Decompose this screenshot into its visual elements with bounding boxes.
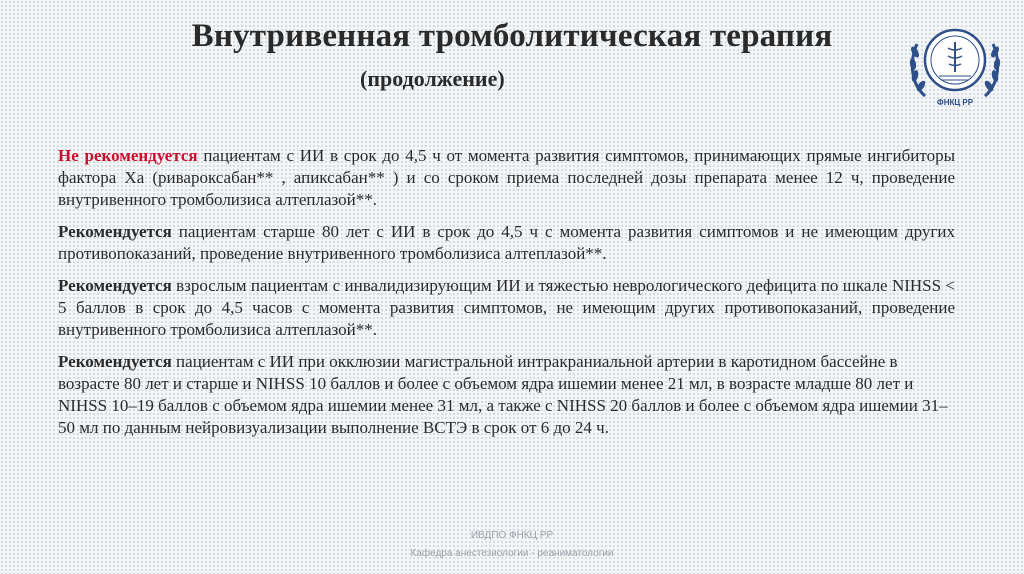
slide-subtitle: (продолжение) — [360, 66, 505, 91]
lead-recommended: Рекомендуется — [58, 276, 172, 295]
lead-recommended: Рекомендуется — [58, 352, 172, 371]
slide-title: Внутривенная тромболитическая терапия — [191, 18, 833, 54]
paragraph-text: пациентам старше 80 лет с ИИ в срок до 4,5 ч с момента развития симптомов и не имеющим других противопоказаний, проведение внутривенного тромболизиса алтеплазой**. — [58, 222, 955, 263]
lead-not-recommended: Не рекомендуется — [58, 146, 198, 165]
paragraph-text: взрослым пациентам с инвалидизирующим ИИ и тяжестью неврологического дефицита по шкале NIHSS < 5 баллов в срок до 4,5 часов с момента развития симптомов, не имеющим других противопоказаний, проведение внутривенного тромболизиса алтеплазой**. — [58, 276, 955, 339]
emblem-label: ФНКЦ РР — [936, 98, 974, 107]
paragraph-not-recommended — [58, 145, 955, 211]
lead-recommended: Рекомендуется — [58, 222, 172, 241]
paragraph-recommended-elderly — [58, 221, 955, 265]
footer-department: Кафедра анестезиологии - реаниматологии — [410, 548, 614, 559]
footer-institution: ИВДПО ФНКЦ РР — [470, 530, 554, 541]
fnkc-emblem-icon — [903, 22, 1007, 108]
paragraph-recommended-nihss — [58, 275, 955, 341]
paragraph-recommended-occlusion — [58, 351, 955, 439]
content-body — [58, 145, 955, 449]
paragraph-text: пациентам с ИИ в срок до 4,5 ч от момента развития симптомов, принимающих прямые ингибиторы фактора Ха (ривароксабан** , апиксабан** ) и со сроком приема последней дозы препарата менее 12 ч, проведение внутривенного тромболизиса алтеплазой**. — [58, 146, 955, 209]
paragraph-text: пациентам с ИИ при окклюзии магистральной интракраниальной артерии в каротидном бассейне в возрасте 80 лет и старше и NIHSS 10 баллов и более с объемом ядра ишемии менее 21 мл, в возрасте младше 80 лет и NIHSS 10–19 баллов с объемом ядра ишемии менее 31 мл, а также с NIHSS 20 баллов и более с объемом ядра ишемии 31–50 мл по данным нейровизуализации выполнение ВСТЭ в срок от 6 до 24 ч. — [58, 352, 948, 437]
